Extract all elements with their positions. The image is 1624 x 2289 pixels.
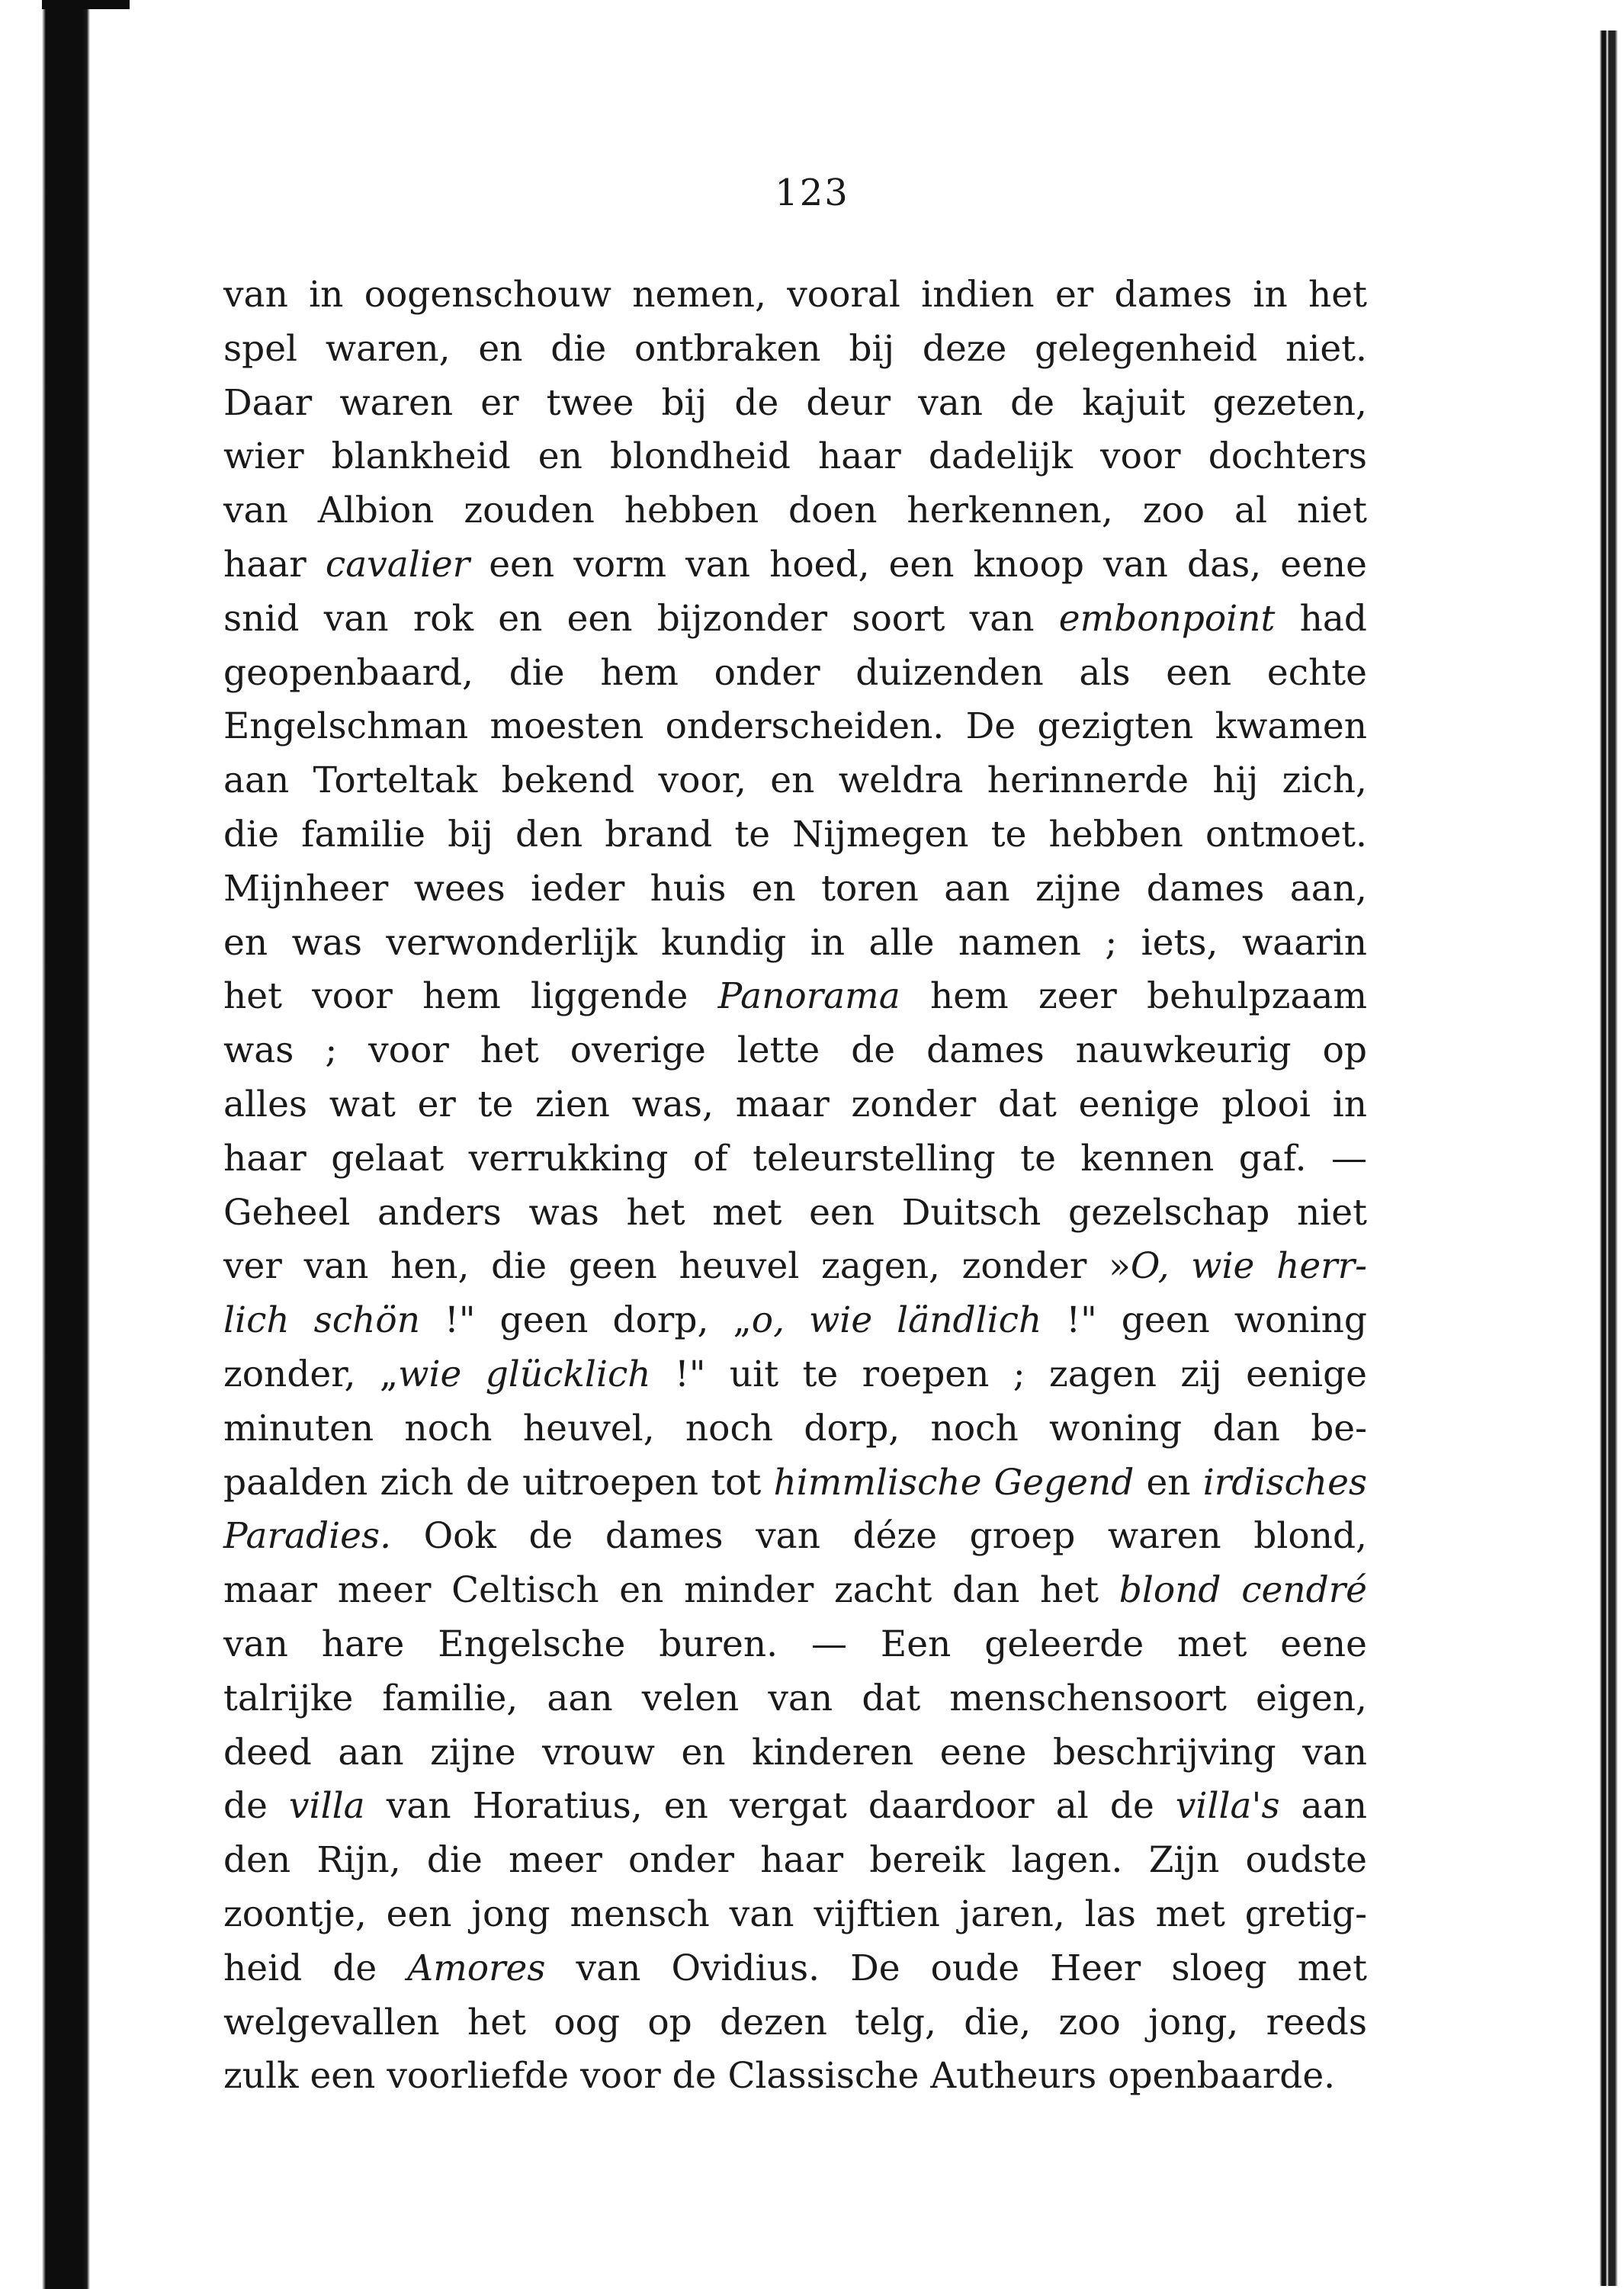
text-line: [223, 430, 1367, 484]
text-line: [223, 377, 1367, 431]
text-run: het voor hem liggende: [223, 975, 718, 1018]
text-run: spel waren, en die ontbraken bij deze gelegenheid niet.: [223, 327, 1367, 370]
text-run: had: [1275, 597, 1367, 640]
text-line: [223, 1456, 1367, 1510]
text-run: van hare Engelsche buren. — Een geleerde met eene: [223, 1623, 1367, 1665]
text-run: ver van hen, die geen heuvel zagen, zonder »: [223, 1245, 1131, 1288]
text-run: de: [223, 1785, 289, 1828]
italic-text-run: cavalier: [325, 543, 470, 586]
italic-text-run: O, wie herr-: [1130, 1245, 1367, 1288]
text-line: [223, 1888, 1367, 1942]
text-line: [223, 1186, 1367, 1241]
text-run: welgevallen het oog op dezen telg, die, zoo jong, reeds: [223, 2001, 1367, 2043]
text-run: aan Torteltak bekend voor, en weldra herinnerde hij zich,: [223, 759, 1367, 802]
text-line: [223, 970, 1367, 1024]
text-run: was ; voor het overige lette de dames nauwkeurig op: [223, 1029, 1367, 1072]
text-run: Mijnheer wees ieder huis en toren aan zijne dames aan,: [223, 867, 1367, 910]
text-line: [223, 1564, 1367, 1618]
text-line: [223, 1402, 1367, 1456]
text-run: deed aan zijne vrouw en kinderen eene beschrijving van: [223, 1731, 1367, 1774]
text-line: [223, 1024, 1367, 1078]
text-run: !" geen woning: [1041, 1299, 1367, 1342]
text-line: [223, 1834, 1367, 1888]
text-run: heid de: [223, 1947, 408, 1989]
text-line: [223, 1726, 1367, 1780]
scan-binding-edge-left: [0, 0, 90, 2289]
text-run: !" uit te roepen ; zagen zij eenige: [650, 1353, 1367, 1395]
italic-text-run: villa's: [1175, 1785, 1280, 1828]
text-run: den Rijn, die meer onder haar bereik lagen. Zijn oudste: [223, 1839, 1367, 1882]
text-run: haar gelaat verrukking of teleurstelling te kennen gaf. —: [223, 1137, 1367, 1180]
text-line: [223, 1996, 1367, 2050]
text-line: [223, 1078, 1367, 1132]
text-run: maar meer Celtisch en minder zacht dan het: [223, 1569, 1119, 1612]
text-line: [223, 1240, 1367, 1294]
text-run: geopenbaard, die hem onder duizenden als een echte: [223, 651, 1367, 694]
text-run: zulk een voorliefde voor de Classische Autheurs openbaarde.: [223, 2055, 1336, 2098]
text-line: [223, 917, 1367, 971]
text-run: van Albion zouden hebben doen herkennen, zoo al niet: [223, 490, 1367, 532]
text-line: [223, 2050, 1367, 2104]
text-run: die familie bij den brand te Nijmegen te hebben ontmoet.: [223, 813, 1367, 856]
text-run: zonder, „: [223, 1353, 399, 1395]
text-run: van Ovidius. De oude Heer sloeg met: [545, 1947, 1368, 1989]
italic-text-run: villa: [289, 1785, 365, 1828]
italic-text-run: o, wie ländlich: [751, 1299, 1042, 1342]
text-line: [223, 268, 1367, 323]
text-line: [223, 862, 1367, 917]
scan-binding-edge-top: [42, 0, 130, 9]
text-line: [223, 1618, 1367, 1672]
text-line: [223, 538, 1367, 592]
text-run: alles wat er te zien was, maar zonder dat eenige plooi in: [223, 1083, 1367, 1125]
text-run: een vorm van hoed, een knoop van das, eene: [470, 543, 1367, 586]
italic-text-run: embonpoint: [1058, 597, 1276, 640]
text-run: talrijke familie, aan velen van dat menschensoort eigen,: [223, 1677, 1367, 1719]
text-run: Engelschman moesten onderscheiden. De gezigten kwamen: [223, 705, 1367, 748]
text-line: [223, 1294, 1367, 1348]
italic-text-run: Amores: [407, 1947, 546, 1989]
text-run: wier blankheid en blondheid haar dadelijk voor dochters: [223, 435, 1367, 478]
text-run: Daar waren er twee bij de deur van de kajuit gezeten,: [223, 381, 1367, 424]
text-line: [223, 484, 1367, 538]
text-line: [223, 808, 1367, 862]
italic-text-run: lich schön: [223, 1299, 420, 1342]
body-text: [223, 268, 1367, 2104]
text-line: [223, 1780, 1367, 1834]
page-number: 123: [775, 172, 849, 214]
text-line: [223, 1672, 1367, 1726]
italic-text-run: Paradies.: [223, 1515, 392, 1558]
text-line: [223, 647, 1367, 701]
text-run: en: [1134, 1461, 1203, 1504]
text-line: [223, 1942, 1367, 1996]
text-run: minuten noch heuvel, noch dorp, noch woning dan be-: [223, 1407, 1367, 1449]
text-line: [223, 592, 1367, 647]
text-line: [223, 1348, 1367, 1402]
text-line: [223, 1510, 1367, 1564]
text-run: snid van rok en een bijzonder soort van: [223, 597, 1059, 640]
text-run: van in oogenschouw nemen, vooral indien er dames in het: [223, 274, 1367, 316]
text-line: [223, 754, 1367, 808]
text-line: [223, 700, 1367, 754]
scan-binding-edge-right: [1600, 30, 1619, 2286]
text-run: hem zeer behulpzaam: [900, 975, 1368, 1018]
text-run: en was verwonderlijk kundig in alle namen ; iets, waarin: [223, 921, 1367, 964]
italic-text-run: blond cendré: [1119, 1569, 1367, 1612]
italic-text-run: himmlische Gegend: [773, 1461, 1135, 1504]
text-run: zoontje, een jong mensch van vijftien jaren, las met gretig-: [223, 1893, 1367, 1935]
text-run: Ook de dames van déze groep waren blond,: [391, 1515, 1367, 1558]
italic-text-run: wie glücklich: [398, 1353, 651, 1395]
text-run: Geheel anders was het met een Duitsch gezelschap niet: [223, 1191, 1367, 1234]
italic-text-run: Panorama: [717, 975, 900, 1018]
text-run: aan: [1279, 1785, 1367, 1828]
text-line: [223, 1132, 1367, 1186]
text-run: !" geen dorp, „: [419, 1299, 752, 1342]
italic-text-run: irdisches: [1202, 1461, 1368, 1504]
text-line: [223, 323, 1367, 377]
text-run: haar: [223, 543, 326, 586]
text-run: van Horatius, en vergat daardoor al de: [364, 1785, 1176, 1828]
text-run: paalden zich de uitroepen tot: [223, 1461, 774, 1504]
